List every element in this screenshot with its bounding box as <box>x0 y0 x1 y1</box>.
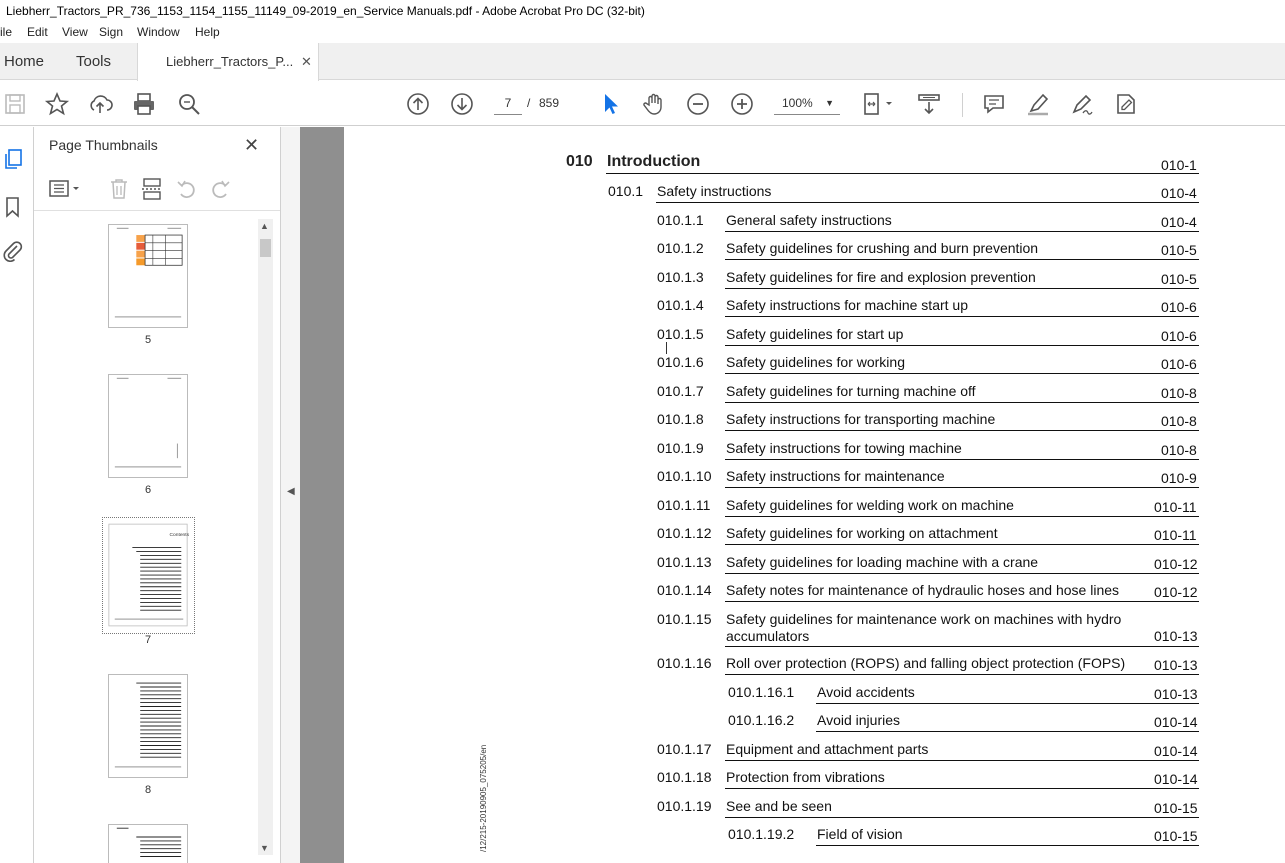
toc-rule <box>725 487 1199 488</box>
menu-view[interactable]: View <box>62 25 88 39</box>
thumbnail-options-icon[interactable] <box>48 177 84 201</box>
thumbnail-list <box>34 217 262 863</box>
thumbnail-page[interactable] <box>108 374 188 478</box>
toc-subentry-title[interactable]: Field of vision <box>817 826 903 842</box>
toc-rule <box>725 788 1199 789</box>
tab-document-label: Liebherr_Tractors_P... <box>166 54 294 69</box>
toc-heading-page: 010-1 <box>1161 157 1197 173</box>
thumbnail-page-number: 7 <box>144 634 152 646</box>
toc-entry-title[interactable]: Protection from vibrations <box>726 769 885 785</box>
attachment-icon[interactable] <box>2 240 24 262</box>
toc-rule <box>725 316 1199 317</box>
toc-entry-number: 010.1.16 <box>657 655 712 671</box>
toc-entry-page: 010-12 <box>1154 556 1198 572</box>
toc-rule <box>725 573 1199 574</box>
toc-heading-title: Introduction <box>607 153 701 170</box>
toc-entry-number: 010.1.9 <box>657 440 704 456</box>
toc-entry-page: 010-8 <box>1161 413 1197 429</box>
thumbnail-page-number: 5 <box>144 334 152 346</box>
toc-entry-page: 010-11 <box>1154 499 1197 515</box>
toc-entry-number: 010.1.13 <box>657 554 712 570</box>
toc-entry-number: 010.1.7 <box>657 383 704 399</box>
toc-entry-page: 010-8 <box>1161 442 1197 458</box>
upload-cloud-icon[interactable] <box>87 91 113 117</box>
toc-entry-page: 010-8 <box>1161 385 1197 401</box>
scroll-up-icon[interactable]: ▲ <box>260 221 269 231</box>
toc-entry-page: 010-6 <box>1161 328 1197 344</box>
toc-entry-title[interactable]: Safety guidelines for turning machine off <box>726 383 976 399</box>
page-split-icon[interactable] <box>140 177 164 201</box>
star-icon[interactable] <box>44 91 70 117</box>
thumbnail-page-number: 8 <box>144 784 152 796</box>
toc-rule <box>725 601 1199 602</box>
toc-entry-number: 010.1.18 <box>657 769 712 785</box>
toc-rule <box>725 345 1199 346</box>
save-icon[interactable] <box>2 91 28 117</box>
toc-entry-page: 010-6 <box>1161 299 1197 315</box>
toc-entry-page: 010-13 <box>1154 628 1198 644</box>
toc-subentry-title[interactable]: Avoid accidents <box>817 684 915 700</box>
page-number-input[interactable]: 7 <box>494 91 522 115</box>
toc-entry-page: 010-15 <box>1154 800 1198 816</box>
highlight-pen-icon[interactable] <box>1025 91 1051 117</box>
page-thumbnails-icon[interactable] <box>2 148 24 170</box>
menu-window[interactable]: Window <box>137 25 180 39</box>
toc-rule <box>725 760 1199 761</box>
collapse-panel-icon[interactable]: ◀ <box>287 486 295 497</box>
menu-file[interactable]: ile <box>0 25 13 39</box>
toc-entry-number: 010.1.3 <box>657 269 704 285</box>
toc-rule <box>725 516 1199 517</box>
toc-rule <box>656 202 1199 203</box>
toc-rule <box>606 173 1199 174</box>
pdf-page <box>344 127 1285 863</box>
toc-entry-number: 010.1.5 <box>657 326 704 342</box>
toc-entry-number: 010.1.10 <box>657 468 712 484</box>
select-cursor-icon[interactable] <box>598 91 624 117</box>
toc-entry-number: 010.1.19 <box>657 798 712 814</box>
thumbnail-scrollbar[interactable] <box>258 219 273 855</box>
rotate-right-icon[interactable] <box>208 177 232 201</box>
toc-rule <box>816 845 1199 846</box>
tab-tools[interactable]: Tools <box>76 53 112 70</box>
toc-entry-title[interactable]: See and be seen <box>726 798 832 814</box>
page-separator: / <box>527 96 531 110</box>
toc-entry-page: 010-6 <box>1161 356 1197 372</box>
toc-entry-number: 010.1.6 <box>657 354 704 370</box>
toc-rule <box>725 259 1199 260</box>
close-panel-icon[interactable]: ✕ <box>244 135 260 155</box>
toc-entry-title[interactable]: Equipment and attachment parts <box>726 741 929 757</box>
page-fit-icon[interactable] <box>862 91 898 117</box>
toc-entry-number: 010.1.2 <box>657 240 704 256</box>
toc-entry-title[interactable]: Safety guidelines for working on attachment <box>726 525 998 541</box>
toc-entry-title[interactable]: Safety guidelines for welding work on machine <box>726 497 1014 513</box>
page-total: 859 <box>539 96 560 110</box>
toc-entry-page: 010-9 <box>1161 470 1197 486</box>
toc-entry-number: 010.1.11 <box>657 497 711 513</box>
toc-rule <box>725 674 1199 675</box>
toc-entry-page: 010-5 <box>1161 271 1197 287</box>
previous-page-icon[interactable] <box>405 91 431 117</box>
toc-entry-page: 010-15 <box>1154 828 1198 844</box>
panel-title: Page Thumbnails <box>49 137 158 153</box>
zoom-out-icon[interactable] <box>685 91 711 117</box>
panel-splitter[interactable] <box>280 127 300 863</box>
toc-rule <box>725 373 1199 374</box>
tab-home[interactable]: Home <box>4 53 45 70</box>
left-navigation-rail <box>0 127 34 863</box>
toolbar-divider <box>962 93 963 117</box>
toc-entry-page: 010-14 <box>1154 714 1198 730</box>
text-cursor <box>666 342 667 354</box>
toc-subentry-number: 010.1.16.1 <box>728 684 795 700</box>
toc-entry-page: 010-4 <box>1161 214 1197 230</box>
toc-entry-number: 010.1.17 <box>657 741 712 757</box>
toc-rule <box>725 402 1199 403</box>
toc-rule <box>725 646 1199 647</box>
toc-entry-number: 010.1.12 <box>657 525 712 541</box>
toc-entry-title[interactable]: Roll over protection (ROPS) and falling object protection (FOPS) <box>726 655 1126 671</box>
thumbnail-page-number: 6 <box>144 484 152 496</box>
next-page-icon[interactable] <box>449 91 475 117</box>
toc-rule <box>725 817 1199 818</box>
thumbnail-page[interactable] <box>108 224 188 328</box>
print-icon[interactable] <box>131 91 157 117</box>
zoom-level-value: 100% <box>782 96 813 110</box>
toc-entry-title[interactable]: Safety guidelines for fire and explosion prevention <box>726 269 1036 285</box>
thumbnail-toolbar <box>34 169 280 211</box>
toc-rule <box>816 731 1199 732</box>
menu-bar <box>0 22 1285 43</box>
toc-heading-number: 010 <box>566 153 593 170</box>
toc-subentry-number: 010.1.16.2 <box>728 712 795 728</box>
toc-entry-title[interactable]: Safety guidelines for working <box>726 354 905 370</box>
zoom-in-icon[interactable] <box>729 91 755 117</box>
toc-entry-number: 010.1.4 <box>657 297 704 313</box>
sign-icon[interactable] <box>1069 91 1095 117</box>
zoom-level-select[interactable] <box>774 91 840 115</box>
svg-text:Contents: Contents <box>169 532 190 538</box>
toc-rule <box>725 430 1199 431</box>
scrollbar-thumb[interactable] <box>260 239 271 257</box>
toc-entry-page: 010-14 <box>1154 771 1198 787</box>
scroll-mode-icon[interactable] <box>916 91 942 117</box>
toc-rule <box>725 544 1199 545</box>
menu-edit[interactable]: Edit <box>27 25 48 39</box>
toc-entry-title[interactable]: Safety instructions for towing machine <box>726 440 962 456</box>
toc-entry-number: 010.1.8 <box>657 411 704 427</box>
toc-section-title[interactable]: Safety instructions <box>657 183 772 199</box>
toc-entry-title[interactable]: General safety instructions <box>726 212 892 228</box>
toc-subentry-title[interactable]: Avoid injuries <box>817 712 901 728</box>
trash-icon[interactable] <box>107 177 131 201</box>
thumbnail-page-selected[interactable] <box>102 517 195 634</box>
toc-entry-title[interactable]: Safety guidelines for maintenance work on machines with hydro <box>726 611 1122 627</box>
toc-entry-page: 010-5 <box>1161 242 1197 258</box>
main-toolbar <box>0 81 1285 126</box>
toc-entry-page: 010-11 <box>1154 527 1197 543</box>
toc-section-number: 010.1 <box>608 183 644 199</box>
menu-help[interactable]: Help <box>195 25 220 39</box>
toc-rule <box>725 459 1199 460</box>
toc-entry-page: 010-13 <box>1154 657 1198 673</box>
toc-entry-title[interactable]: Safety guidelines for start up <box>726 326 904 342</box>
rotate-left-icon[interactable] <box>175 177 199 201</box>
toc-entry-title-continued[interactable]: accumulators <box>726 628 810 644</box>
share-edit-icon[interactable] <box>1113 91 1139 117</box>
zoom-search-icon[interactable] <box>176 91 202 117</box>
hand-tool-icon[interactable] <box>641 91 667 117</box>
tab-document[interactable] <box>137 43 319 81</box>
thumbnail-page[interactable] <box>108 674 188 778</box>
toc-entry-title[interactable]: Safety instructions for transporting machine <box>726 411 996 427</box>
toc-entry-title[interactable]: Safety notes for maintenance of hydraulic hoses and hose lines <box>726 582 1120 598</box>
page-thumbnails-panel <box>34 127 280 863</box>
toc-entry-title[interactable]: Safety guidelines for crushing and burn prevention <box>726 240 1039 256</box>
bookmark-icon[interactable] <box>2 196 24 218</box>
close-tab-icon[interactable]: ✕ <box>301 54 312 69</box>
window-title: Liebherr_Tractors_PR_736_1153_1154_1155_11149_09-2019_en_Service Manuals.pdf - Adobe Acrobat Pro DC (32-bit) <box>0 0 1285 22</box>
toc-rule <box>816 703 1199 704</box>
toc-rule <box>725 231 1199 232</box>
toc-rule <box>725 288 1199 289</box>
toc-section-page: 010-4 <box>1161 185 1197 201</box>
tab-bar <box>0 43 1285 80</box>
thumbnail-page[interactable] <box>108 824 188 863</box>
toc-subentry-number: 010.1.19.2 <box>728 826 795 842</box>
toc-entry-number: 010.1.14 <box>657 582 712 598</box>
toc-entry-title[interactable]: Safety instructions for maintenance <box>726 468 945 484</box>
toc-entry-page: 010-13 <box>1154 686 1198 702</box>
page-side-reference: /12/215-20190905_075205/en <box>479 744 488 852</box>
toc-entry-page: 010-14 <box>1154 743 1198 759</box>
toc-entry-title[interactable]: Safety instructions for machine start up <box>726 297 968 313</box>
comment-icon[interactable] <box>981 91 1007 117</box>
scroll-down-icon[interactable]: ▼ <box>260 843 269 853</box>
toc-entry-title[interactable]: Safety guidelines for loading machine with a crane <box>726 554 1039 570</box>
toc-entry-page: 010-12 <box>1154 584 1198 600</box>
toc-entry-number: 010.1.1 <box>657 212 704 228</box>
toc-entry-number: 010.1.15 <box>657 611 712 627</box>
menu-sign[interactable]: Sign <box>99 25 124 39</box>
document-view[interactable] <box>300 127 1285 863</box>
chevron-down-icon: ▼ <box>825 98 834 108</box>
